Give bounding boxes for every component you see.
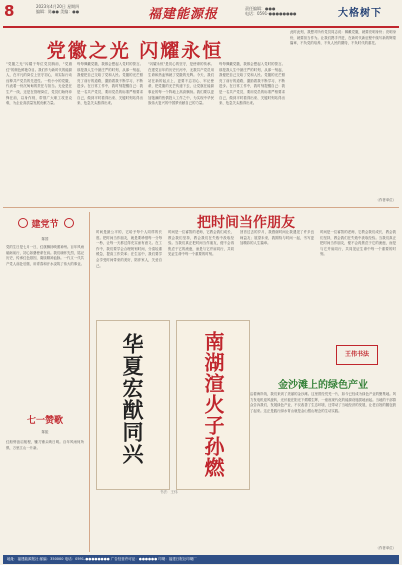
left-column [4, 215, 86, 535]
feature-title: 把时间当作朋友 [197, 215, 295, 231]
calligraphy-left-image [96, 320, 170, 490]
article-col-2: 每每佩戴党徽，我都会想起入党时的誓言。那是我人生中最庄严的时刻，从那一刻起，我便把自己交给了党和人民。党徽的光芒照亮了前行的道路，激励着我不断学习、不断进步。在日常工作中，我时刻提醒自己：我是一名共产党员，要用党员的标准严格要求自己，做到平时看得出来、关键时刻站得出来、危急关头豁得出来。 [77, 62, 143, 106]
article-col-4: 每每佩戴党徽，我都会想起入党时的誓言。那是我人生中最庄严的时刻，从那一刻起，我便把自己交给了党和人民。党徽的光芒照亮了前行的道路，激励着我不断学习、不断进步。在日常工作中，我时刻提醒自己：我是一名共产党员，要用党员的标准严格要求自己，做到平时看得出来、关键时刻站得出来、危急关头豁得出来。 [219, 62, 285, 106]
feature-col-3: 回首过去的岁月，我感谢时间让我遇见了许多良师益友；展望未来，我期待与时间一起，书写更加精彩的人生篇章。 [240, 230, 314, 246]
calligraphy-stamp: 王伟书法 [336, 345, 378, 365]
ornament-icon [18, 218, 28, 228]
editor-name: 责任编辑：●●● [245, 6, 276, 11]
poem-text: 红船劈浪启航程，镰刀锤头映日明。百年风雨何所惧，万里江山一片新。 [6, 440, 84, 450]
section-title: 大格树下 [338, 8, 382, 19]
box-title: 建党节 [31, 220, 59, 230]
editor-info [245, 6, 297, 16]
green-author: （作者单位） [375, 546, 396, 550]
page-number: 8 [4, 2, 15, 20]
calligraphy-right-image [176, 320, 250, 490]
header-rule [3, 26, 399, 28]
issue-date: 2023年4月20日 星期四 [36, 4, 80, 9]
green-text: 沿着海岸线，我们来到了美丽的金沙滩。这里曾经荒芜一片，如今已经成为绿色产业的聚集地。风力发电机迎风旋转，光伏板在阳光下熠熠生辉，一座座现代化的能源设施拔地而起。当地的干部群众告诉我们，发展绿色产业，不仅改善了生态环境，还带动了当地经济的发展，让老百姓的腰包鼓了起来。这正是践行绿水青山就是金山银山理念的生动实践。 [250, 392, 396, 413]
issue-info [36, 4, 116, 14]
headline: 党徽之光 闪耀永恒 [46, 40, 224, 62]
poem-author: 陈振 [41, 430, 49, 434]
article-author: （作者单位） [375, 198, 396, 202]
masthead: 福建能源报 [148, 7, 219, 22]
calligraphy-left-text: 华夏宏猷同兴 [120, 333, 145, 465]
box-text: 党的生日是七月一日，红旗飘扬映照神州。百年风雨砥砺前行，初心如磐使命在肩。我们缅怀先烈，铭记历史，传承红色基因，赓续精神血脉。一代又一代共产党人前赴后继，用青春和汗水浇筑了伟大的事业。 [6, 245, 84, 266]
feature-col-1: 时间是最公平的，它给予每个人同样的长度。把时间当作朋友，就是要珍惜每一分每一秒，让每一天都过得充实而有意义。在工作中，我们要学会合理规划时间，分清轻重缓急，提高工作效率；在生活中，我们要学会享受时间带来的美好，陪伴家人，关爱自己。 [96, 230, 162, 268]
page-footer: 地址：福建能源报社 邮编：350000 电话：0591-●●●●●●●● 广告经营许可证：●●●●●● 印刷：福建日报社印刷厂 [3, 555, 399, 564]
calligraphy-caption: 书法：王伟 [160, 490, 178, 494]
article-col-1: "党徽之光"闪耀于每位党员胸前，"党旗红"的颜色鲜艳夺目。我们作为新时代的能源人，在平凡的岗位上坚守初心，用实际行动诠释共产党员的先进性。一枚小小的党徽，代表着一份沉甸甸的责任与担当。无论是在生产一线，还是在管理岗位，党员们始终冲锋在前，以身作则，带领广大职工攻坚克难，为企业高质量发展贡献力量。 [6, 62, 72, 106]
section-divider [3, 207, 399, 208]
article-col-5: 此时此刻，我想对所有党员同志说：佩戴党徽，就要亮明身份；亮明身份，就要担当作为。让我们携手并进，在新时代新征程中续写新的辉煌篇章，不负党的培养，不负人民的期待，不负时代的重托。 [290, 30, 396, 46]
feature-col-2: 时间是一位睿智的老师，它教会我们成长，教会我们坚持，教会我们在失败中汲取经验。当我们真正把时间当作朋友，便不会再焦虑于它的流逝，而是与它并肩同行，共同见证生命中每一个重要的时刻。 [168, 230, 234, 257]
poem-title: 七一赞歌 [26, 416, 63, 426]
column-divider [89, 212, 90, 552]
editor-phone: 电话：0591-●●●●●●●● [245, 11, 297, 16]
feature-col-4: 时间是一位睿智的老师，它教会我们成长，教会我们坚持，教会我们在失败中汲取经验。当我们真正把时间当作朋友，便不会再焦虑于它的流逝，而是与它并肩同行，共同见证生命中每一个重要的时刻。 [320, 230, 396, 257]
page-header [0, 0, 402, 27]
ornament-icon [64, 218, 74, 228]
article-col-3: "闪耀永恒"是初心的坚守，是使命的传承。在建党百年的历史长河中，无数共产党员用生命和热血铸就了党徽的光辉。今天，我们站在新的起点上，更要不忘初心、牢记使命，把党徽的光芒传递下去，让党旗在能源事业的每一个阵地上高高飘扬。我们要以更加饱满的热情投入工作之中，为实现中华民族伟大复兴的中国梦贡献自己的力量。 [148, 62, 214, 106]
calligraphy-right-text: 南湖渲火子孙燃 [201, 331, 225, 478]
issue-editors: 编辑：陈●● 美编：●● [36, 9, 80, 14]
green-title: 金沙滩上的绿色产业 [278, 380, 368, 391]
box-author: 陈国 [41, 237, 49, 241]
